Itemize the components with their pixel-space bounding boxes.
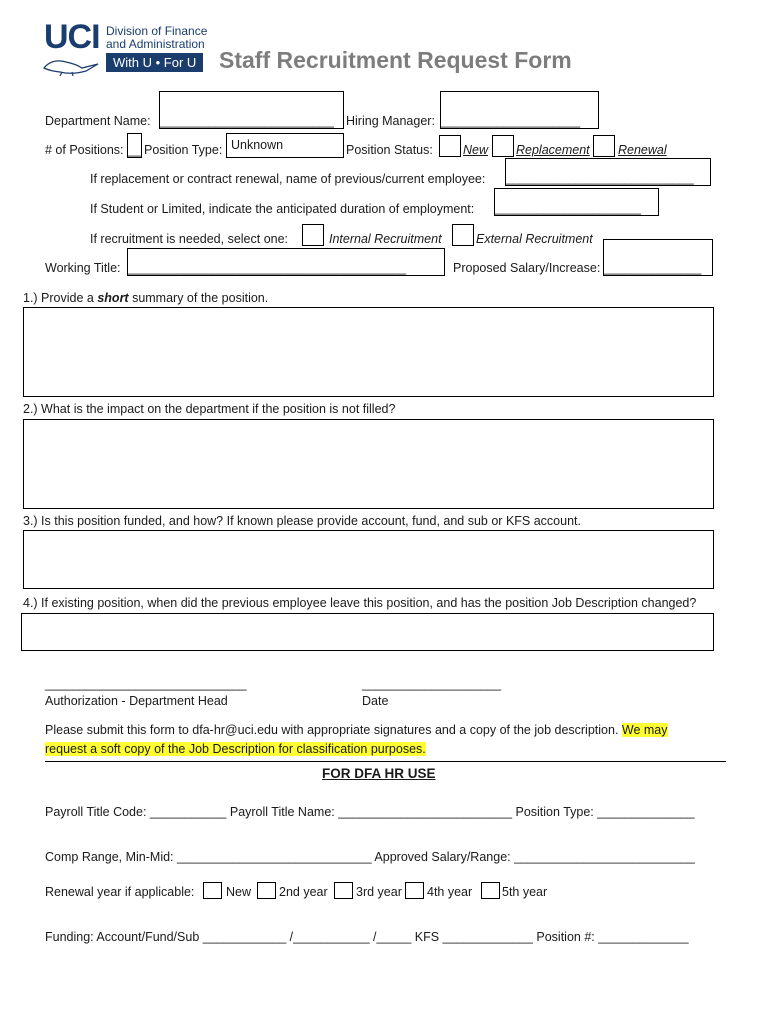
external-recruitment-checkbox[interactable]: [452, 224, 474, 246]
question-3-answer[interactable]: [23, 530, 714, 589]
logo-uci-text: UCI: [44, 18, 100, 56]
renewal-4th-checkbox[interactable]: [405, 882, 424, 899]
funding-line: Funding: Account/Fund/Sub ____________ /___________ /_____ KFS _____________ Position #: _____________: [45, 930, 689, 944]
num-positions-value: __: [128, 143, 142, 157]
question-1-prefix: 1.) Provide a: [23, 291, 98, 305]
num-positions-field[interactable]: [127, 133, 142, 158]
logo-division-line1: Division of Finance: [106, 24, 208, 38]
working-title-field[interactable]: [127, 248, 445, 276]
status-new-label: New: [463, 143, 489, 157]
submit-instructions-line2: [45, 742, 426, 757]
question-4-answer[interactable]: [21, 613, 714, 651]
hiring-manager-value: ____________________: [441, 114, 581, 128]
working-title-label: Working Title:: [45, 261, 121, 275]
department-name-value: _________________________: [160, 114, 334, 128]
renewal-4th-label: 4th year: [427, 885, 473, 899]
proposed-salary-value: ______________: [604, 261, 702, 275]
proposed-salary-field[interactable]: [603, 239, 713, 276]
logo-division-line2: and Administration: [106, 37, 205, 51]
payroll-line: Payroll Title Code: ___________ Payroll Title Name: _________________________ Position Type: ______________: [45, 805, 695, 819]
question-3: 3.) Is this position funded, and how? If known please provide account, fund, and sub or KFS account.: [23, 514, 581, 528]
renewal-3rd-checkbox[interactable]: [334, 882, 353, 899]
renewal-new-checkbox[interactable]: [203, 882, 222, 899]
logo: [42, 20, 214, 76]
question-1-answer[interactable]: [23, 307, 714, 397]
date-line: ____________________: [362, 677, 502, 691]
submit-text: Please submit this form to dfa-hr@uci.edu with appropriate signatures and a copy of the job description.: [45, 723, 622, 737]
position-type-label: Position Type:: [144, 143, 223, 157]
question-1-suffix: summary of the position.: [128, 291, 269, 305]
question-2: 2.) What is the impact on the department if the position is not filled?: [23, 402, 396, 416]
renewal-year-label: Renewal year if applicable:: [45, 885, 195, 899]
internal-recruitment-label: Internal Recruitment: [329, 232, 442, 246]
department-name-field[interactable]: [159, 91, 344, 129]
external-recruitment-label: External Recruitment: [476, 232, 593, 246]
renewal-5th-checkbox[interactable]: [481, 882, 500, 899]
status-new-checkbox[interactable]: [439, 135, 461, 157]
renewal-2nd-checkbox[interactable]: [257, 882, 276, 899]
authorization-line: _____________________________: [45, 677, 247, 691]
page-title: Staff Recruitment Request Form: [219, 47, 572, 73]
student-duration-value: _____________________: [495, 201, 641, 215]
section-divider: [45, 761, 726, 762]
position-status-label: Position Status:: [346, 143, 433, 157]
renewal-5th-label: 5th year: [502, 885, 548, 899]
submit-highlight-2: request a soft copy of the Job Description for classification purposes.: [45, 742, 426, 756]
logo-tagline: With U • For U: [106, 53, 203, 72]
renewal-new-label: New: [226, 885, 252, 899]
status-replacement-label: Replacement: [516, 143, 590, 157]
authorization-label: Authorization - Department Head: [45, 694, 228, 708]
question-2-answer[interactable]: [23, 419, 714, 509]
anteater-icon: [42, 54, 102, 76]
hr-use-heading: FOR DFA HR USE: [322, 766, 436, 781]
replacement-prompt: If replacement or contract renewal, name of previous/current employee:: [90, 172, 486, 186]
submit-highlight-1: We may: [621, 723, 668, 737]
num-positions-label: # of Positions:: [45, 143, 124, 157]
position-type-value: Unknown: [231, 138, 284, 152]
internal-recruitment-checkbox[interactable]: [302, 224, 324, 246]
status-renewal-checkbox[interactable]: [593, 135, 615, 157]
hiring-manager-field[interactable]: [440, 91, 599, 129]
student-duration-prompt: If Student or Limited, indicate the anticipated duration of employment:: [90, 202, 475, 216]
recruitment-prompt: If recruitment is needed, select one:: [90, 232, 289, 246]
position-type-select[interactable]: [226, 133, 344, 158]
hiring-manager-label: Hiring Manager:: [346, 114, 435, 128]
submit-instructions: [45, 723, 668, 738]
question-4: 4.) If existing position, when did the previous employee leave this position, and has the position Job Description changed?: [23, 596, 697, 610]
department-name-label: Department Name:: [45, 114, 151, 128]
date-label: Date: [362, 694, 389, 708]
status-renewal-label: Renewal: [618, 143, 667, 157]
question-1: [23, 291, 268, 306]
question-1-emphasis: short: [97, 291, 129, 305]
replacement-name-value: ___________________________: [506, 171, 694, 185]
student-duration-field[interactable]: [494, 188, 659, 216]
working-title-value: ________________________________________: [128, 261, 407, 275]
renewal-2nd-label: 2nd year: [279, 885, 328, 899]
comp-range-line: Comp Range, Min-Mid: ____________________________ Approved Salary/Range: __________________________: [45, 850, 695, 864]
replacement-name-field[interactable]: [505, 158, 711, 186]
renewal-3rd-label: 3rd year: [356, 885, 402, 899]
status-replacement-checkbox[interactable]: [492, 135, 514, 157]
proposed-salary-label: Proposed Salary/Increase:: [453, 261, 601, 275]
